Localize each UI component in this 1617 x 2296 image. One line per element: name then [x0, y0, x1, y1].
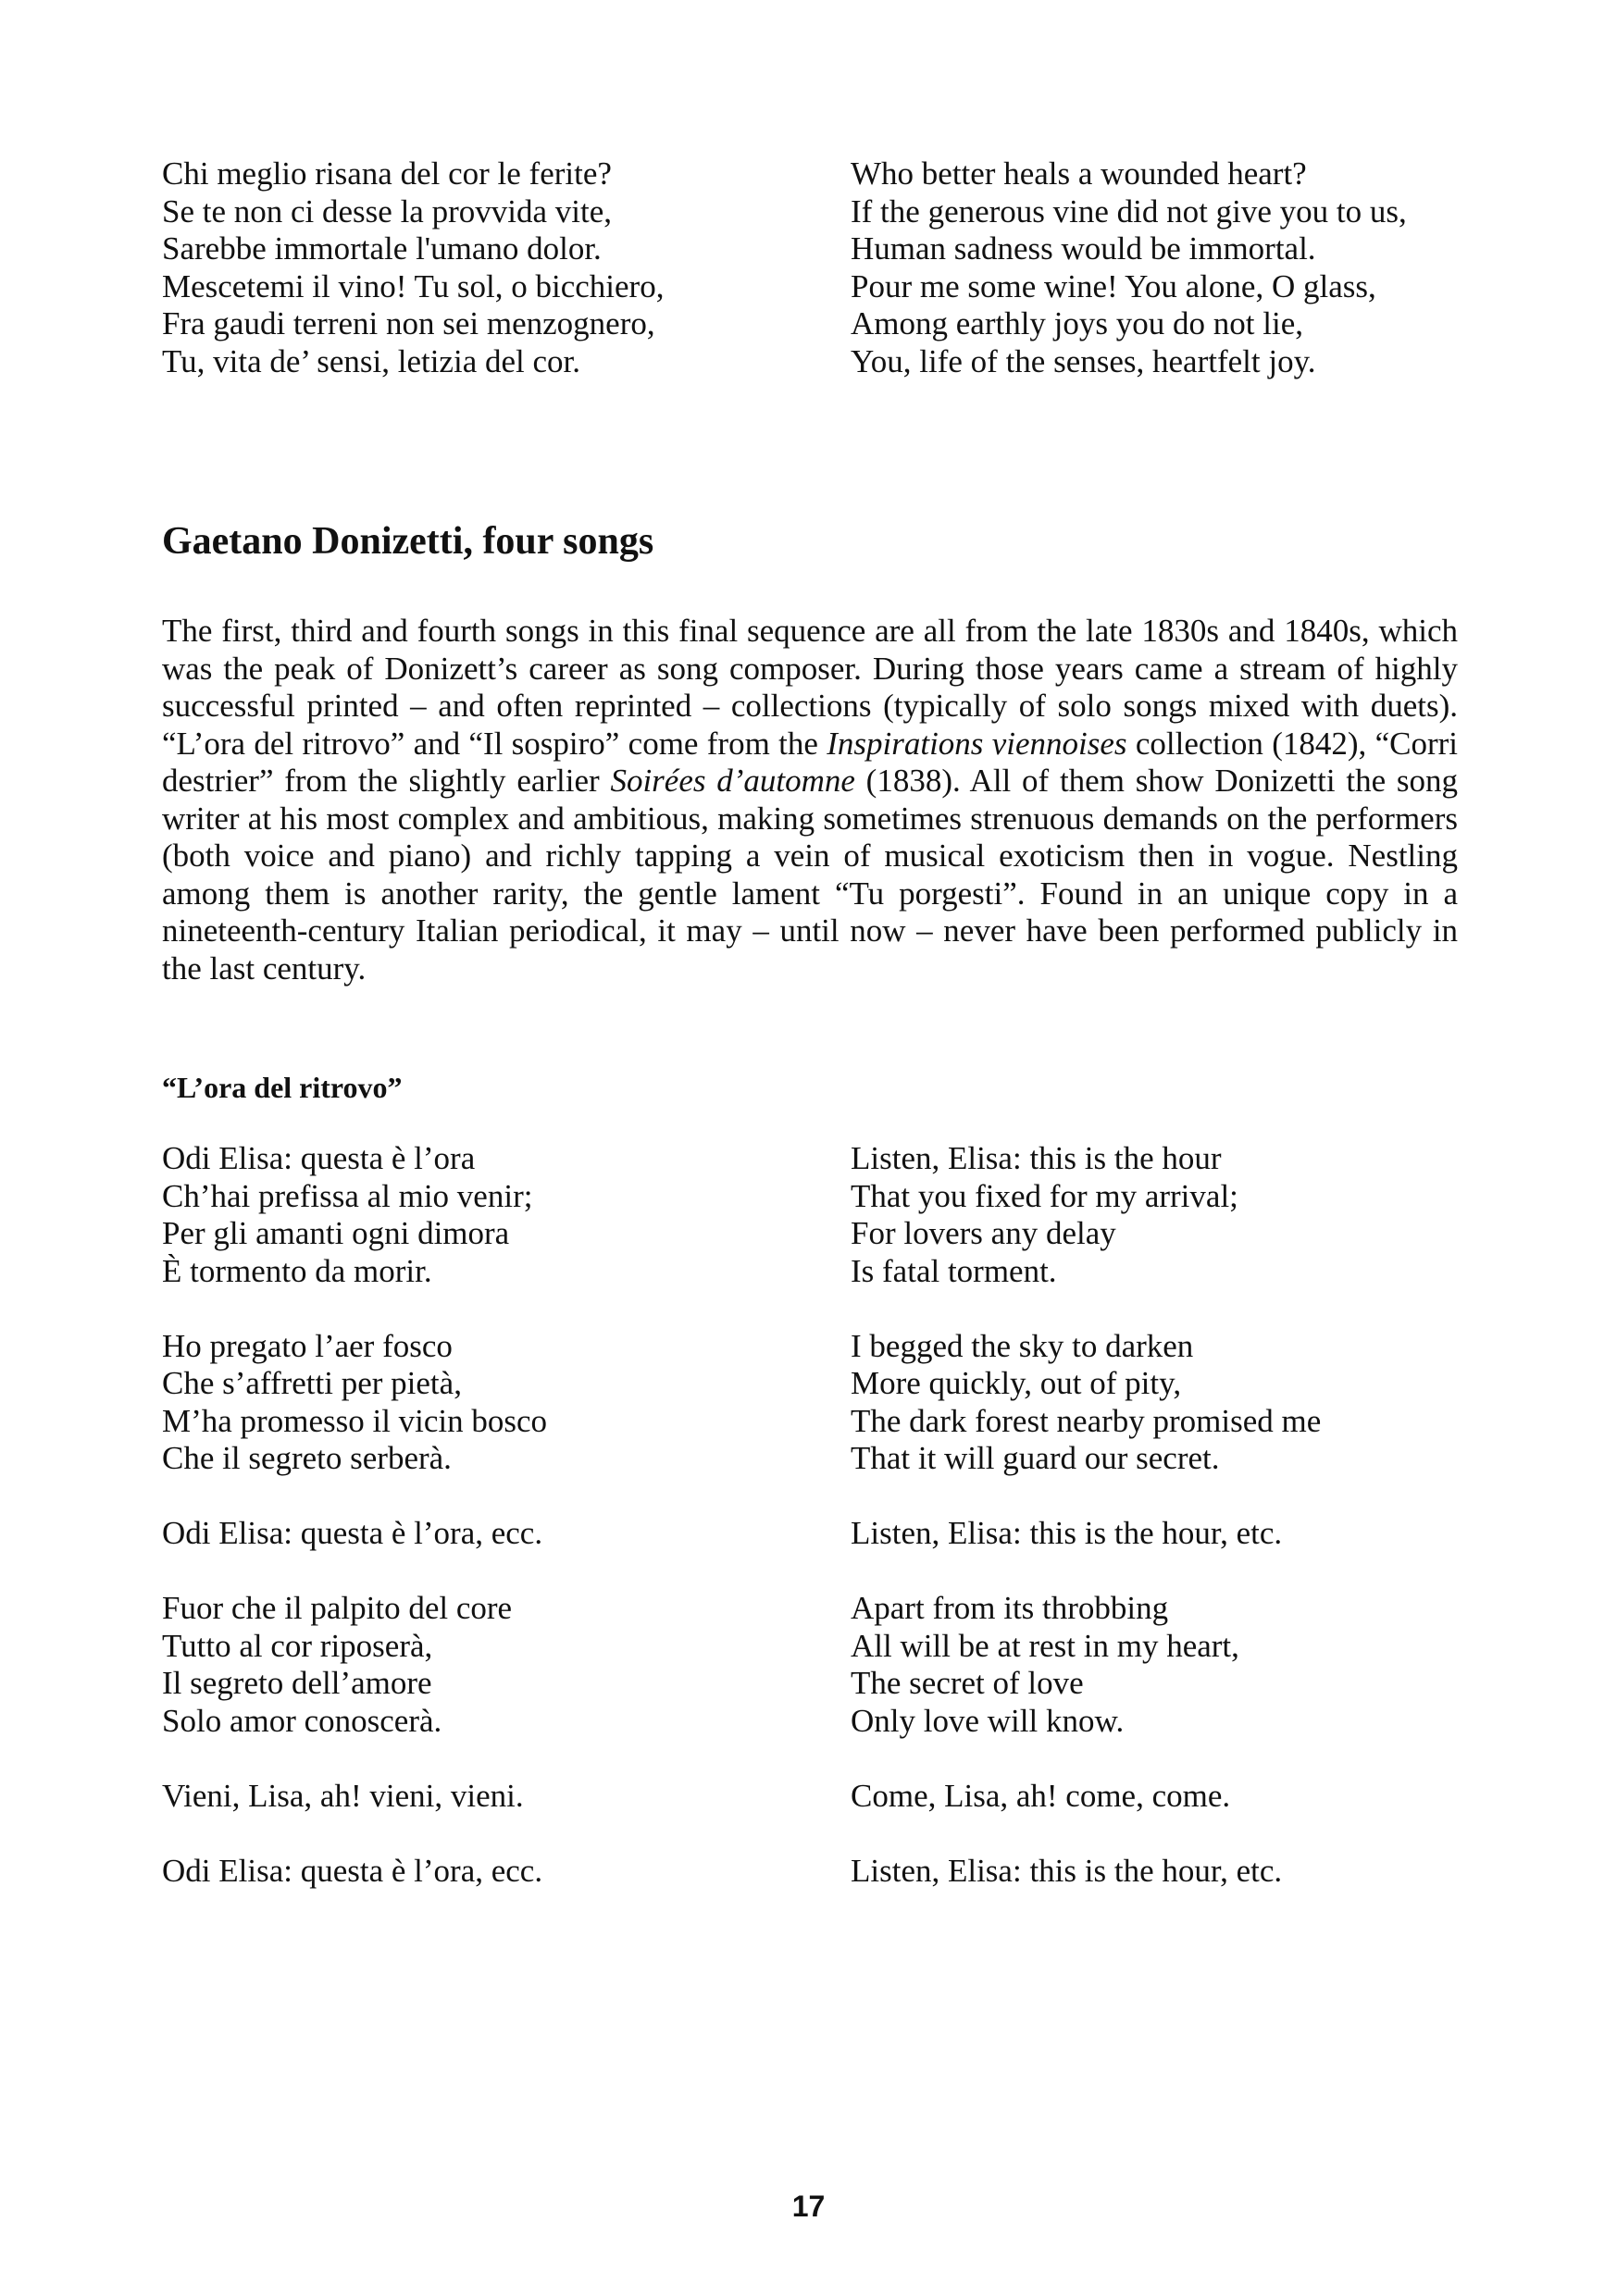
lyrics-english — [851, 1140, 1458, 1890]
stanza-gap — [851, 1553, 1458, 1591]
stanza-gap — [162, 1553, 851, 1591]
poem-line: Sarebbe immortale l'umano dolor. — [162, 230, 602, 267]
lyric-line: Apart from its throbbing — [851, 1590, 1169, 1626]
stanza-gap — [162, 1740, 851, 1778]
poem-line: Se te non ci desse la provvida vite, — [162, 192, 612, 230]
lyric-line: I begged the sky to darken — [851, 1327, 1194, 1364]
lyric-line: Vieni, Lisa, ah! vieni, vieni. — [162, 1777, 524, 1814]
poem-line: Mescetemi il vino! Tu sol, o bicchiero, — [162, 267, 665, 304]
lyric-line: All will be at rest in my heart, — [851, 1627, 1239, 1664]
lyric-line: Odi Elisa: questa è l’ora, ecc. — [162, 1515, 543, 1551]
lyric-line: Ch’hai prefissa al mio venir; — [162, 1177, 533, 1214]
lyric-line: Listen, Elisa: this is the hour — [851, 1140, 1222, 1176]
stanza-gap — [851, 1815, 1458, 1853]
lyric-line: Per gli amanti ogni dimora — [162, 1215, 510, 1251]
lyric-line: Fuor che il palpito del core — [162, 1590, 513, 1626]
poem-line: Tu, vita de’ sensi, letizia del cor. — [162, 342, 580, 379]
intro-text: (1838). All of them show Donizetti the song writer at his most complex and ambitious, making sometimes strenuous demands on the performers (both voice and piano) and richly tapping a vein of musical exoticism then in vogue. Nestling among them is another rarity, the gentle lament “Tu porgesti”. Found in an unique copy in a nineteenth-century Italian periodical, it may – until now – never have been performed publicly in the last century. — [162, 763, 1458, 987]
lyric-line: Come, Lisa, ah! come, come. — [851, 1777, 1231, 1814]
lyric-line: Odi Elisa: questa è l’ora, ecc. — [162, 1852, 543, 1889]
section-heading: Gaetano Donizetti, four songs — [162, 520, 654, 563]
intro-text: The first, third and fourth songs in this final sequence are all from the late 1830s and 1840s, which was the peak of Donizett’s career as song composer. During those years came a stream of highly successful printed – and often reprinted – collections (typically of solo songs mixed with duets). “L’ora del ritrovo” and “Il sospiro” come from the — [162, 613, 1458, 762]
stanza-gap — [851, 1740, 1458, 1778]
stanza-gap — [851, 1478, 1458, 1516]
lyric-line: That you fixed for my arrival; — [851, 1177, 1238, 1214]
stanza-gap — [162, 1478, 851, 1516]
poem-line: Among earthly joys you do not lie, — [851, 305, 1303, 341]
lyric-line: Solo amor conoscerà. — [162, 1702, 442, 1739]
poem-line: Who better heals a wounded heart? — [851, 155, 1307, 192]
top-poem-italian — [162, 155, 851, 380]
lyric-line: More quickly, out of pity, — [851, 1365, 1182, 1401]
poem-line: Human sadness would be immortal. — [851, 230, 1316, 267]
top-poem — [162, 155, 1458, 380]
poem-line: Pour me some wine! You alone, O glass, — [851, 267, 1376, 304]
lyric-line: È tormento da morir. — [162, 1252, 432, 1289]
lyric-line: That it will guard our secret. — [851, 1440, 1220, 1476]
lyric-line: M’ha promesso il vicin bosco — [162, 1402, 548, 1439]
poem-line: If the generous vine did not give you to us, — [851, 192, 1407, 230]
lyric-line: Ho pregato l’aer fosco — [162, 1327, 453, 1364]
lyric-line: Odi Elisa: questa è l’ora — [162, 1140, 476, 1176]
song-lyrics — [162, 1140, 1458, 1890]
lyric-line: Only love will know. — [851, 1702, 1125, 1739]
stanza-gap — [162, 1815, 851, 1853]
poem-line: Chi meglio risana del cor le ferite? — [162, 155, 612, 192]
lyrics-italian — [162, 1140, 851, 1890]
lyric-line: Tutto al cor riposerà, — [162, 1627, 433, 1664]
lyric-line: The secret of love — [851, 1665, 1084, 1701]
poem-line: You, life of the senses, heartfelt joy. — [851, 342, 1316, 379]
stanza-gap — [162, 1290, 851, 1328]
intro-italic-title: Soirées d’automne — [610, 763, 855, 799]
stanza-gap — [851, 1290, 1458, 1328]
intro-italic-title: Inspirations viennoises — [827, 725, 1127, 762]
top-poem-english — [851, 155, 1458, 380]
lyric-line: Che il segreto serberà. — [162, 1440, 452, 1476]
intro-paragraph — [162, 613, 1458, 987]
intro-text: collection (1842), “Corri destrier” from the slightly earlier — [162, 725, 1458, 799]
lyric-line: Che s’affretti per pietà, — [162, 1365, 462, 1401]
lyric-line: Listen, Elisa: this is the hour, etc. — [851, 1515, 1283, 1551]
poem-line: Fra gaudi terreni non sei menzognero, — [162, 305, 655, 341]
song-title: “L’ora del ritrovo” — [162, 1071, 403, 1104]
lyric-line: The dark forest nearby promised me — [851, 1402, 1322, 1439]
lyric-line: Il segreto dell’amore — [162, 1665, 432, 1701]
lyric-line: Is fatal torment. — [851, 1252, 1057, 1289]
page-number: 17 — [791, 2190, 826, 2223]
lyric-line: For lovers any delay — [851, 1215, 1116, 1251]
lyric-line: Listen, Elisa: this is the hour, etc. — [851, 1852, 1283, 1889]
